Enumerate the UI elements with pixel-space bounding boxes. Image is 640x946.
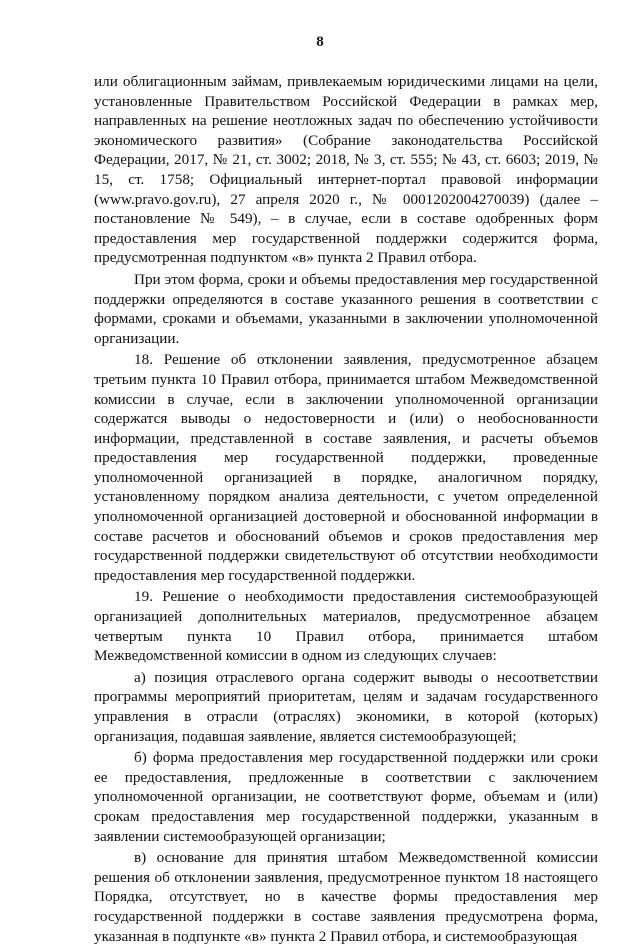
paragraph-continuation: или облигационным займам, привлекаемым юридическими лицами на цели, установленные Правительством Российской Федерации в рамках мер, направленных на решение неотложных задач по обеспечению устойчивости экономического развития» (Собрание законодательства Российской Федерации, 2017, № 21, ст. 3002; 2018, № 3, ст. 555; № 43, ст. 6603; 2019, № 15, ст. 1758; Официальный интернет-портал правовой информации (www.pravo.gov.ru), 27 апреля 2020 г., № 0001202004270039) (далее – постановление № 549), – в случае, если в составе одобренных форм предоставления мер государственной поддержки содержится форма, предусмотренная подпунктом «в» пункта 2 Правил отбора.: [94, 73, 598, 267]
paragraph-subitem-a: а) позиция отраслевого органа содержит выводы о несоответствии программы мероприятий приоритетам, целям и задачам государственного управления в отрасли (отраслях) экономики, в которой (которых) организация, подавшая заявление, является системообразующей;: [94, 668, 598, 745]
paragraph-form-terms: При этом форма, сроки и объемы предоставления мер государственной поддержки определяются в составе указанного решения в соответствии с формами, сроками и объемами, указанными в заключении уполномоченной организации.: [94, 270, 598, 347]
paragraph-subitem-v: в) основание для принятия штабом Межведомственной комиссии решения об отклонении заявления, предусмотренное пунктом 18 настоящего Порядка, отсутствует, но в качестве формы предоставления мер государственной поддержки в составе заявления предусмотрена форма, указанная в подпункте «в» пункта 2 Правил отбора, и системообразующая: [94, 849, 598, 945]
document-body: [94, 72, 598, 946]
paragraph-subitem-b: б) форма предоставления мер государственной поддержки или сроки ее предоставления, предложенные в соответствии с заключением уполномоченной организации, не соответствуют форме, объемам и (или) срокам предоставления мер государственной поддержки, указанным в заявлении системообразующей организации;: [94, 749, 598, 845]
paragraph-item-19: 19. Решение о необходимости предоставления системообразующей организацией дополнительных материалов, предусмотренное абзацем четвертым пункта 10 Правил отбора, принимается штабом Межведомственной комиссии в одном из следующих случаев:: [94, 588, 598, 665]
paragraph-item-18: 18. Решение об отклонении заявления, предусмотренное абзацем третьим пункта 10 Правил отбора, принимается штабом Межведомственной комиссии в случае, если в заключении уполномоченной организации содержатся выводы о недостоверности и (или) о необоснованности информации, представленной в составе заявления, и расчеты объемов предоставления мер государственной поддержки, проведенные уполномоченной организацией в порядке, аналогичном порядку, установленному порядком анализа деятельности, с учетом определенной уполномоченной организацией достоверной и обоснованной информации в составе расчетов и обоснований объемов и сроков предоставления мер государственной поддержки свидетельствуют об отсутствии необходимости предоставления мер государственной поддержки.: [94, 351, 598, 584]
page-number: 8: [316, 34, 324, 50]
